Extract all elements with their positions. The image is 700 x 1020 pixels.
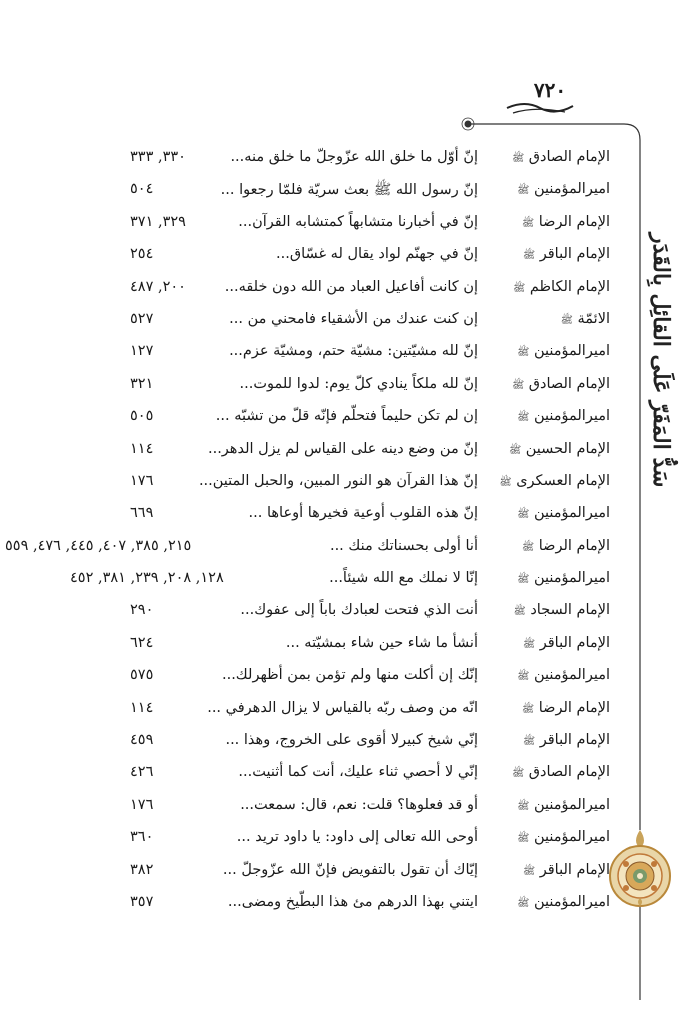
blessing-mark: ﷺ	[522, 703, 535, 715]
row-quote: إنّي لا أحصي ثناء عليك، أنت كما أثنيت...	[238, 764, 478, 781]
row-pages: ٣٢١	[130, 375, 154, 392]
row-speaker	[488, 862, 610, 879]
index-table	[5, 145, 610, 922]
index-row	[130, 145, 610, 177]
row-speaker	[488, 570, 610, 587]
row-speaker	[488, 797, 610, 814]
index-row	[130, 890, 610, 922]
row-pages: ٥٢٧	[130, 310, 154, 327]
row-speaker	[488, 635, 610, 652]
row-speaker	[488, 538, 610, 555]
row-speaker	[488, 246, 610, 263]
speaker-name: الإمام الصادق	[528, 764, 610, 781]
row-speaker	[488, 894, 610, 911]
blessing-mark: ﷺ	[517, 833, 530, 845]
index-row	[130, 501, 610, 533]
row-quote: أنشأ ما شاء حين شاء بمشيّته ...	[285, 634, 478, 651]
row-speaker	[488, 764, 610, 781]
floral-medallion-icon	[604, 828, 676, 908]
row-quote: إنّ هذه القلوب أوعية فخيرها أوعاها ...	[248, 505, 478, 522]
row-speaker	[488, 279, 610, 296]
index-row	[130, 631, 610, 663]
speaker-name: الإمام الباقر	[539, 732, 610, 749]
index-row	[130, 437, 610, 469]
blessing-mark: ﷺ	[517, 412, 530, 424]
index-row	[130, 339, 610, 371]
row-pages: ١٧٦	[130, 796, 154, 813]
index-row	[130, 275, 610, 307]
blessing-mark: ﷺ	[517, 185, 530, 197]
speaker-name: اميرالمؤمنين	[533, 505, 610, 522]
blessing-mark: ﷺ	[523, 865, 536, 877]
row-pages: ٣٣٠, ٣٣٣	[130, 149, 186, 165]
row-speaker	[488, 408, 610, 425]
speaker-name: الإمام الرضا	[538, 699, 610, 716]
blessing-mark: ﷺ	[523, 736, 536, 748]
speaker-name: الائمّة	[577, 310, 610, 327]
index-row	[130, 663, 610, 695]
index-row	[130, 372, 610, 404]
speaker-name: الإمام العسكرى	[516, 472, 610, 489]
row-quote: أنا أولى بحسناتك منك ...	[329, 537, 478, 554]
index-row	[130, 404, 610, 436]
row-quote: إنّ رسول الله ﷺ بعث سريّة فلمّا رجعوا ...	[220, 182, 478, 199]
row-quote: إن كانت أفاعيل العباد من الله دون خلقه...	[224, 278, 478, 295]
row-pages: ١١٤	[130, 440, 154, 457]
row-quote: أوحى الله تعالى إلى داود: يا داود تريد ...	[236, 829, 478, 846]
blessing-mark: ﷺ	[499, 476, 512, 488]
row-pages: ٣٥٧	[130, 893, 154, 910]
row-quote: إنّ في أخبارنا متشابهاً كمتشابه القرآن...	[238, 213, 478, 230]
row-pages: ٢٠٠, ٤٨٧	[130, 278, 186, 295]
speaker-name: اميرالمؤمنين	[533, 893, 610, 910]
row-quote: إنّا لا نملك مع الله شيئاً...	[329, 570, 478, 587]
row-pages: ١٧٦	[130, 472, 154, 489]
index-row	[130, 825, 610, 857]
row-quote: إن لم تكن حليماً فتحلّم فإنّه قلّ من تشبّه ...	[215, 408, 478, 425]
row-quote: إنّي شيخ كبيرلا أقوى على الخروج، وهذا ...	[225, 732, 478, 749]
page-number: ٧٢٠	[533, 78, 567, 102]
speaker-name: الإمام الباقر	[539, 634, 610, 651]
index-row	[5, 534, 610, 566]
row-quote: انّه من وصف ربّه بالقياس لا يزال الدهرفي ...	[207, 699, 478, 716]
row-speaker	[488, 473, 610, 490]
blessing-mark: ﷺ	[517, 897, 530, 909]
index-row	[130, 307, 610, 339]
row-quote: إنّ من وضع دينه على القياس لم يزل الدهر...	[207, 440, 478, 457]
index-row	[130, 858, 610, 890]
row-quote: إنّ أوّل ما خلق الله عزّوجلّ ما خلق منه...	[230, 149, 478, 165]
row-speaker	[488, 441, 610, 458]
row-pages: ٤٥٩	[130, 732, 154, 749]
blessing-mark: ﷺ	[517, 671, 530, 683]
row-pages: ٣٦٠	[130, 829, 154, 846]
speaker-name: الإمام الرضا	[538, 213, 610, 230]
blessing-mark: ﷺ	[517, 800, 530, 812]
row-speaker	[488, 505, 610, 522]
blessing-mark: ﷺ	[517, 509, 530, 521]
row-speaker	[488, 602, 610, 619]
row-speaker	[488, 343, 610, 360]
speaker-name: اميرالمؤمنين	[533, 796, 610, 813]
row-pages: ٦٦٩	[130, 505, 154, 522]
blessing-mark: ﷺ	[513, 606, 526, 618]
speaker-name: اميرالمؤمنين	[533, 181, 610, 198]
row-speaker	[488, 181, 610, 198]
index-row	[130, 210, 610, 242]
blessing-mark: ﷺ	[522, 217, 535, 229]
speaker-name: الإمام الصادق	[528, 149, 610, 165]
row-pages: ٢٥٤	[130, 246, 154, 263]
speaker-name: اميرالمؤمنين	[533, 408, 610, 425]
blessing-mark: ﷺ	[517, 347, 530, 359]
row-speaker	[488, 376, 610, 393]
row-quote: إنّ في جهنّم لواد يقال له غسّاق...	[276, 246, 478, 263]
speaker-name: اميرالمؤمنين	[533, 829, 610, 846]
row-quote: إنّ هذا القرآن هو النور المبين، والحبل المتين...	[198, 472, 478, 489]
blessing-mark: ﷺ	[513, 282, 526, 294]
row-quote: أنت الذي فتحت لعبادك باباً إلى عفوك...	[240, 602, 478, 619]
index-row	[70, 566, 610, 598]
row-pages: ٦٢٤	[130, 634, 154, 651]
row-quote: إنّ لله مشيّتين: مشيّة حتم، ومشيّة عزم...	[229, 343, 478, 360]
speaker-name: الإمام الصادق	[528, 375, 610, 392]
row-quote: إيّاك أن تقول بالتفويض فإنّ الله عزّوجلّ ...	[222, 861, 478, 878]
row-quote: ايتني بهذا الدرهم مئ هذا البطّيخ ومضى...	[227, 893, 478, 910]
row-speaker	[488, 700, 610, 717]
blessing-mark: ﷺ	[522, 541, 535, 553]
row-quote: إنّ لله ملكاً ينادي كلّ يوم: لدوا للموت...	[239, 375, 478, 392]
speaker-name: الإمام الباقر	[539, 246, 610, 263]
row-pages: ١١٤	[130, 699, 154, 716]
speaker-name: الإمام الرضا	[538, 537, 610, 554]
speaker-name: الإمام السجاد	[530, 602, 610, 619]
row-pages: ٥٠٥	[130, 408, 154, 425]
speaker-name: اميرالمؤمنين	[533, 570, 610, 587]
index-row	[130, 728, 610, 760]
side-book-title: سَدُّ المَفَرّ عَلَى القائِل بِالقَدَر	[648, 232, 674, 488]
row-speaker	[488, 732, 610, 749]
speaker-name: الإمام الحسين	[525, 440, 610, 457]
row-pages: ٢١٥, ٣٨٥, ٤٠٧, ٤٤٥, ٤٧٦, ٥٥٩	[5, 537, 192, 554]
speaker-name: اميرالمؤمنين	[533, 667, 610, 684]
row-speaker	[488, 667, 610, 684]
row-pages: ٥٧٥	[130, 667, 154, 684]
index-row	[130, 177, 610, 209]
row-quote: إن كنت عندك من الأشقياء فامحني من ...	[229, 310, 478, 327]
speaker-name: الإمام الكاظم	[529, 278, 610, 295]
header-flourish-icon	[505, 98, 575, 118]
index-row	[130, 793, 610, 825]
blessing-mark: ﷺ	[517, 574, 530, 586]
speaker-name: اميرالمؤمنين	[533, 343, 610, 360]
row-quote: إنّك إن أكلت منها ولم تؤمن بمن أظهرلك...	[221, 667, 478, 684]
row-speaker	[488, 829, 610, 846]
blessing-mark: ﷺ	[560, 314, 573, 326]
blessing-mark: ﷺ	[512, 153, 525, 164]
row-pages: ٤٢٦	[130, 764, 154, 781]
blessing-mark: ﷺ	[512, 768, 525, 780]
row-pages: ١٢٨, ٢٠٨, ٢٣٩, ٣٨١, ٤٥٢	[70, 570, 224, 587]
row-speaker	[488, 149, 610, 166]
index-row	[130, 760, 610, 792]
row-speaker	[488, 214, 610, 231]
row-quote: أو قد فعلوها؟ قلت: نعم، قال: سمعت...	[240, 796, 478, 813]
index-row	[130, 598, 610, 630]
row-pages: ١٢٧	[130, 343, 154, 360]
blessing-mark: ﷺ	[523, 250, 536, 262]
index-row	[130, 696, 610, 728]
row-pages: ٢٩٠	[130, 602, 154, 619]
speaker-name: الإمام الباقر	[539, 861, 610, 878]
row-pages: ٣٨٢	[130, 861, 154, 878]
row-speaker	[488, 311, 610, 328]
blessing-mark: ﷺ	[523, 638, 536, 650]
index-row	[130, 469, 610, 501]
row-pages: ٣٢٩, ٣٧١	[130, 213, 186, 230]
row-pages: ٥٠٤	[130, 181, 154, 198]
blessing-mark: ﷺ	[512, 379, 525, 391]
blessing-mark: ﷺ	[509, 444, 522, 456]
index-row	[130, 242, 610, 274]
